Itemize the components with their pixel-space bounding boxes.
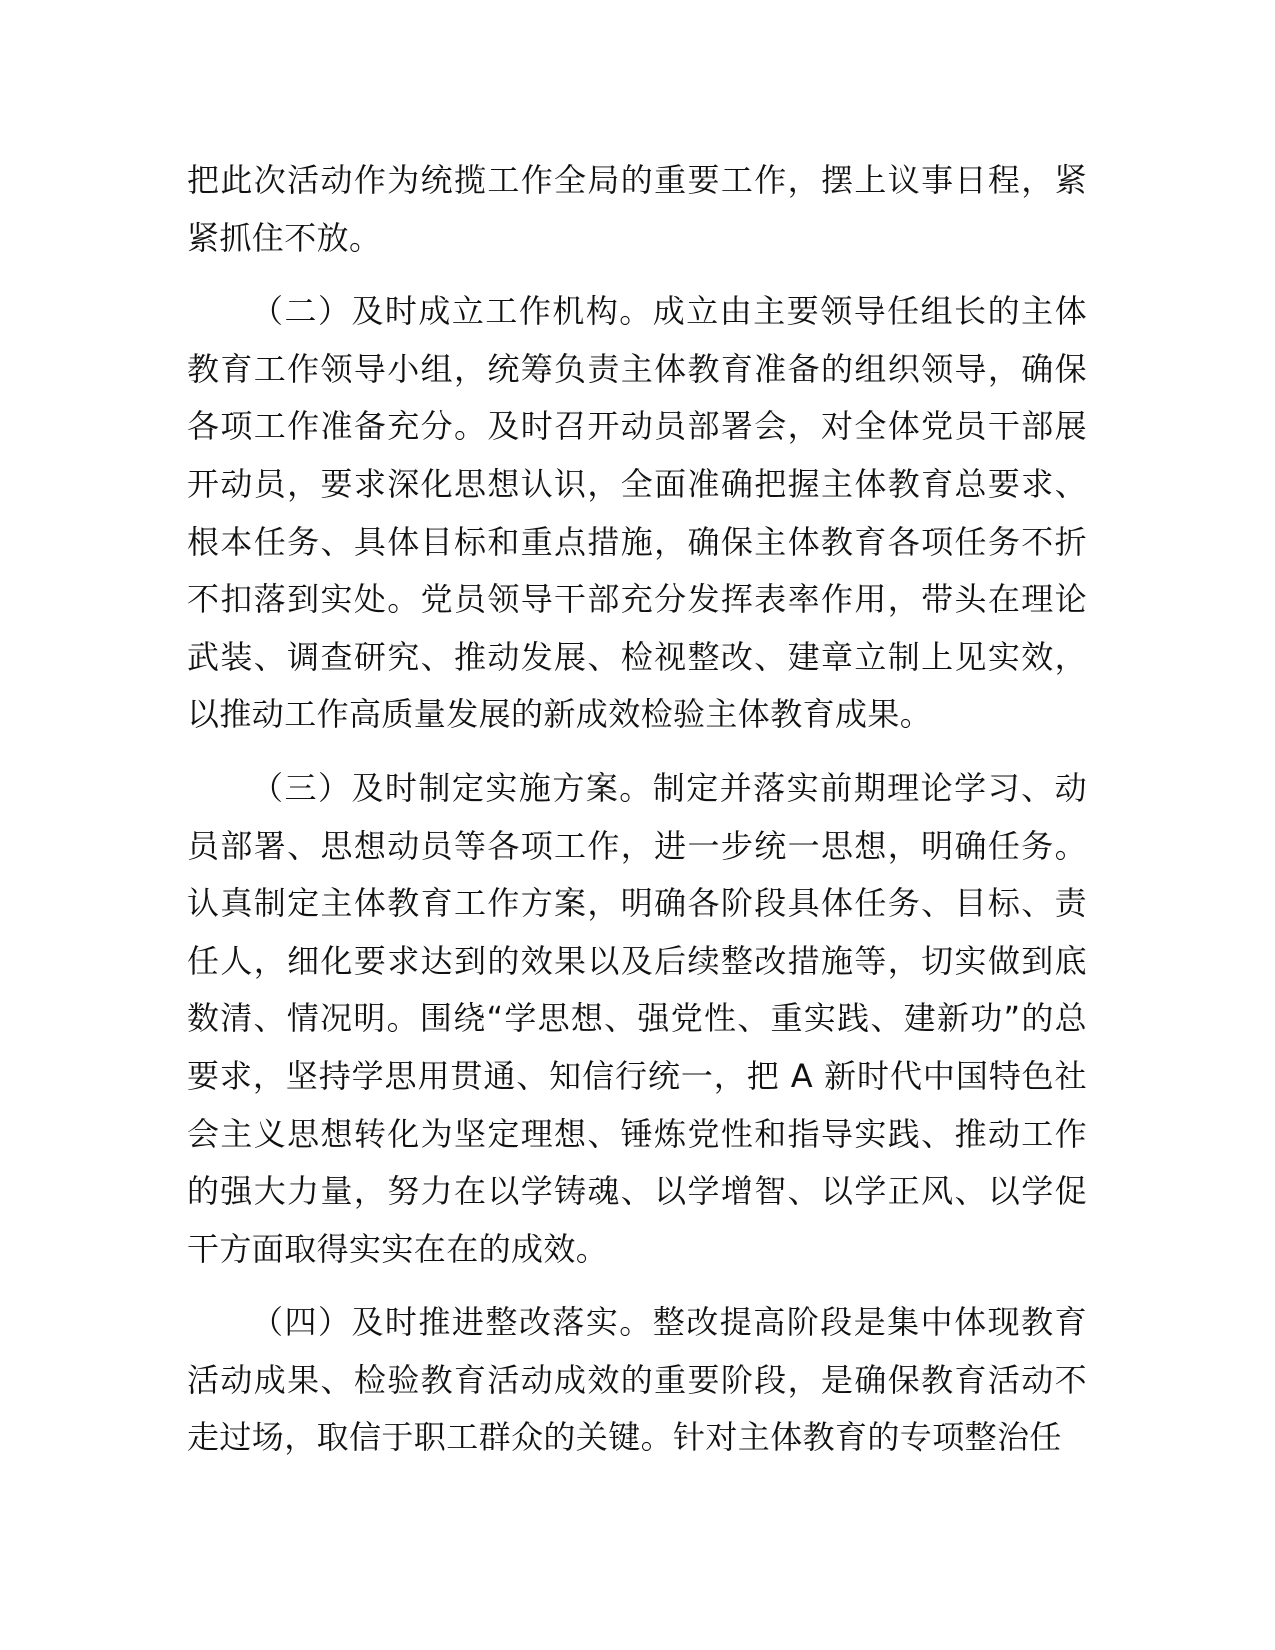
paragraph-section-2: （二）及时成立工作机构。成立由主要领导任组长的主体教育工作领导小组，统筹负责主体教育准备的组织领导，确保各项工作准备充分。及时召开动员部署会，对全体党员干部展开动员，要求深化思想认识，全面准确把握主体教育总要求、根本任务、具体目标和重点措施，确保主体教育各项任务不折不扣落到实处。党员领导干部充分发挥表率作用，带头在理论武装、调查研究、推动发展、检视整改、建章立制上见实效，以推动工作高质量发展的新成效检验主体教育成果。 [187,292,1087,734]
document-body [187,152,1087,1483]
paragraph-section-3: （三）及时制定实施方案。制定并落实前期理论学习、动员部署、思想动员等各项工作，进一步统一思想，明确任务。认真制定主体教育工作方案，明确各阶段具体任务、目标、责任人，细化要求达到的效果以及后续整改措施等，切实做到底数清、情况明。围绕“学思想、强党性、重实践、建新功”的总要求，坚持学思用贯通、知信行统一，把 A 新时代中国特色社会主义思想转化为坚定理想、锤炼党性和指导实践、推动工作的强大力量，努力在以学铸魂、以学增智、以学正风、以学促干方面取得实实在在的成效。 [187,768,1087,1268]
paragraph-continuation: 把此次活动作为统揽工作全局的重要工作，摆上议事日程，紧紧抓住不放。 [187,161,1087,257]
paragraph-section-4: （四）及时推进整改落实。整改提高阶段是集中体现教育活动成果、检验教育活动成效的重要阶段，是确保教育活动不走过场，取信于职工群众的关键。针对主体教育的专项整治任 [187,1303,1087,1457]
